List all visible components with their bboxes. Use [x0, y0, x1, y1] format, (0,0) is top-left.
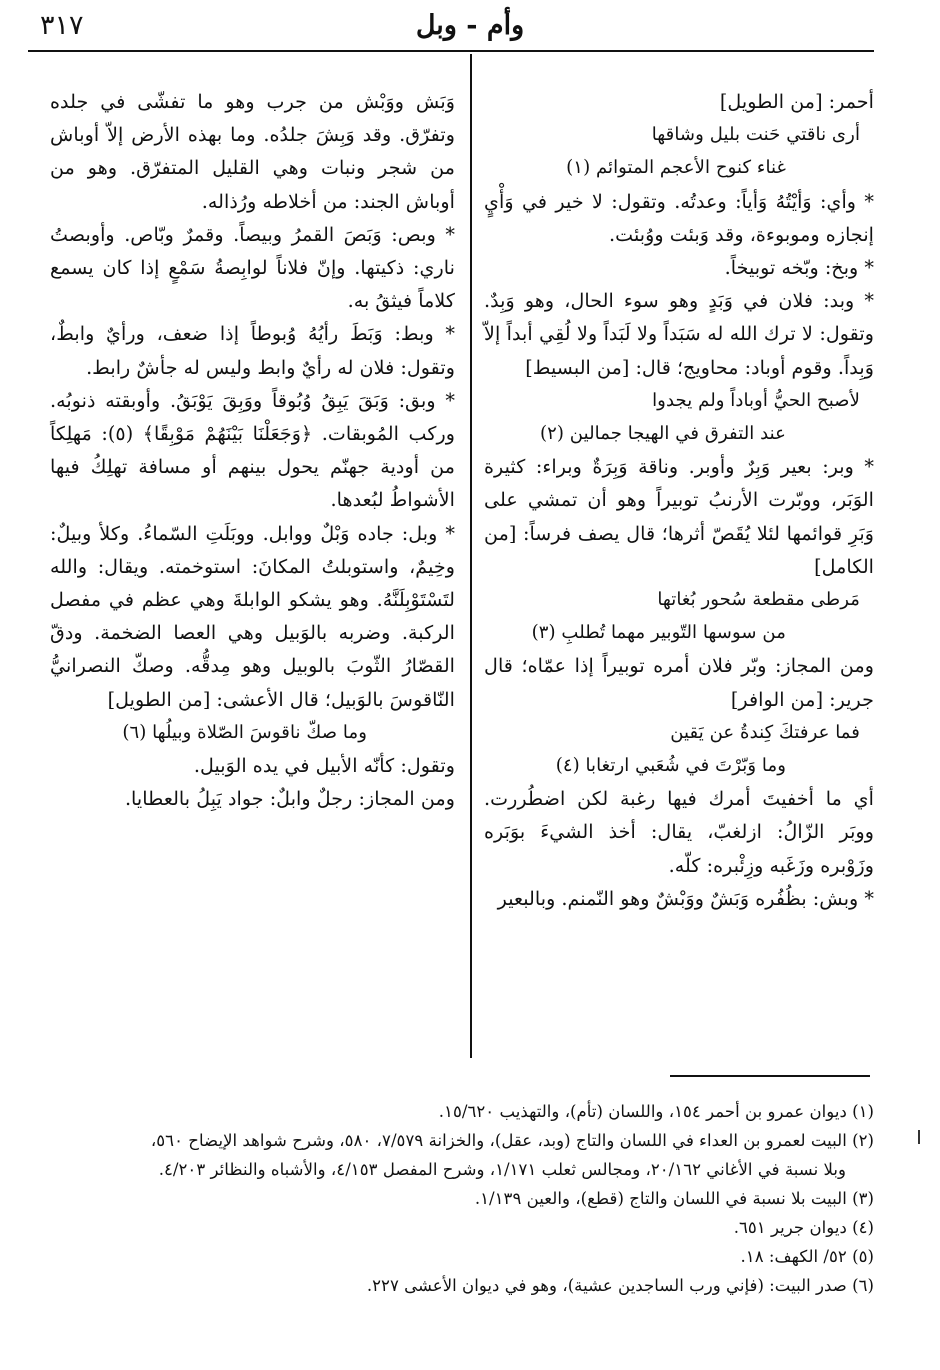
page-header — [40, 8, 900, 48]
verse-line: غناء كنوح الأعجم المتوائم (١) — [566, 157, 786, 179]
footnote: (٤) ديوان جرير ٦٥١. — [733, 1218, 874, 1237]
footnote: وبلا نسبة في الأغاني ٢٠/١٦٢، ومجالس ثعلب ١/١٧١، وشرح المفصل ٤/١٥٣، والأشباه والنظائر ٤/٢٠٣. — [158, 1160, 846, 1179]
entry-wabkh: * وبخ: وبّخه توبيخاً. — [724, 256, 874, 280]
entry-wabas: * وبص: وَبَصَ القمرُ وبيصاً. وقمرٌ وبّاص. وأوبصتُ ناري: ذكيتها. وإنّ فلاناً لوابِصةُ سَمْعٍ إذا كان يسمع كلاماً فيثقُ به. — [50, 222, 455, 313]
footnote-rule — [670, 1075, 870, 1077]
entry-wabash: * وبش: بظُفُره وَبَشٌ ووَبْشٌ وهو النّمنم. وبالبعير — [497, 886, 874, 910]
meter-label: أحمر: [من الطويل] — [719, 90, 874, 113]
left-column — [50, 85, 455, 815]
entry-wabal: * وبل: جاده وَبْلٌ ووابل. ووبَلَتِ السّماءُ. وكلأ وبيلٌ: وخِيمٌ، واستوبلتُ المكانَ: استوخمته. ويقال: والله لتَسْتَوْبِلَنَّهُ. وهو يشكو الوابلةَ وهي عظم في مفصل الركبة. وضربه بالوَبيل وهي العصا الضخمة. ودقّ القصّارُ الثّوبَ بالوبيل وهو مِدقُّه. وصكّ النصرانيُّ النّاقوسَ بالوَبيل؛ قال الأعشى: [من الطويل] — [50, 521, 455, 711]
verse-line: عند التفرق في الهيجا جمالين (٢) — [540, 423, 786, 445]
entry-wabal-saying: وتقول: كأنّه الأبيل في يده الوَبيل. — [193, 754, 455, 778]
verse-line: فما عرفتكَ كِندةُ عن يَقين — [670, 721, 860, 743]
verse-line: وما صكّ ناقوسَ الصّلاة وبيلُها (٦) — [122, 721, 367, 743]
entry-wabat: * وبط: وَبَطَ رأيُهُ وُبوطاً إذا ضعف، ورأيٌ وابطٌ، وتقول: فلان له رأيٌ وابط وليس له جأشٌ رابط. — [50, 322, 455, 379]
verse-line: وما وَبّرْتَ في شُعَبي ارتغابا (٤) — [555, 755, 786, 777]
footnote: (٣) البيت بلا نسبة في اللسان والتاج (قطع)، والعين ١/١٣٩. — [474, 1189, 874, 1208]
entry-wabash-cont: وَبَش ووَبْش من جرب وهو ما تفشّى في جلده وتفرّق. وقد وَبِشَ جلدُه. وما بهذه الأرض إلاّ أوباش من شجر ونبات وهي القليل المتفرّق. وهو من أوباش الجند: من أخلاطه ورُذاله. — [50, 90, 455, 213]
footnote: (٥) ٥٢/ الكهف: ١٨. — [740, 1247, 874, 1266]
verse-line: من سوسها التّوبير مهما تُطلبِ (٣) — [531, 622, 786, 644]
verse-line: مَرطى مقطعة سُحور بُغاتها — [657, 589, 860, 611]
verse-line: لأصبح الحيُّ أوباداً ولم يجدوا — [652, 389, 860, 411]
page-number: ٣١٧ — [40, 10, 84, 41]
footnote: (١) ديوان عمرو بن أحمر ١٥٤، واللسان (تأم)، والتهذيب ١٥/٦٢٠. — [438, 1102, 874, 1121]
entry-wabar: * وبر: بعير وَبِرٌ وأوبر. وناقة وَبِرَةٌ وبراء: كثيرة الوَبَر، ووبّرت الأرنبُ توبيراً وهو أن تمشي على وَبَرِ قوائمها لئلا يُقَصّ أثرها؛ قال يصف فرساً: [من الكامل] — [484, 455, 874, 578]
entry-wabaq: * وبق: وَبَقَ يَبِقُ وُبُوقاً ووَبِقَ يَوْبَقُ. وأوبقته ذنوبُه. وركب المُوبقات. ﴿وَجَعَلْنَا بَيْنَهُمْ مَوْبِقًا﴾ (٥): مَهلِكاً من أودية جهنّم يحول بينهم أو مسافة تهلِكُ فيها الأشواطُ لبُعدها. — [50, 388, 455, 512]
header-rule — [28, 50, 874, 52]
verse-line: أرى ناقتي حَنت بليل وشاقها — [651, 124, 860, 146]
margin-mark — [918, 1130, 920, 1144]
entry-wabar-majaz: ومن المجاز: وبّر فلان أمره توبيراً إذا عمّاه؛ قال جرير: [من الوافر] — [484, 654, 874, 711]
footnote: (٦) صدر البيت: (فإني ورب الساجدين عشية)، وهو في ديوان الأعشى ٢٢٧. — [366, 1276, 874, 1295]
entry-wabad: * وبد: فلان في وَبَدٍ وهو سوء الحال، وهو وَبِدٌ. وتقول: لا ترك الله له سَبَداً ولا لَبَداً ولا لُقِي أبداً إلاّ وَبِداً. وقوم أوباد: محاويج؛ قال: [من البسيط] — [484, 289, 874, 379]
entry-wabal-majaz: ومن المجاز: رجلٌ وابلٌ: جواد يَبِلُ بالعطايا. — [124, 787, 455, 811]
footnote: (٢) البيت لعمرو بن العداء في اللسان والتاج (وبد، عقل)، والخزانة ٧/٥٧٩، ٥٨٠، وشرح شواهد الإيضاح ٥٦٠، — [150, 1131, 874, 1150]
running-title: وأم - وبل — [415, 10, 525, 41]
column-divider — [470, 54, 472, 1058]
right-column — [484, 85, 874, 915]
footnotes — [40, 1097, 874, 1300]
entry-wabar-cont: أي ما أخفيتَ أمرك فيها رغبة لكن اضطُررت. ووبَر الزّالُ: ازلغبّ، يقال: أخذ الشيءَ بوَبَره وزَوْبره وزَغَبه وزِئْبره: كلّه. — [484, 787, 874, 877]
entry-wa-y: * وأي: وَأيْتُهُ وَأياً: وعدتُه. وتقول: لا خير في وَأْيٍ إنجازه وموبوءة، وقد وَبئت ووُبئت. — [484, 189, 874, 246]
